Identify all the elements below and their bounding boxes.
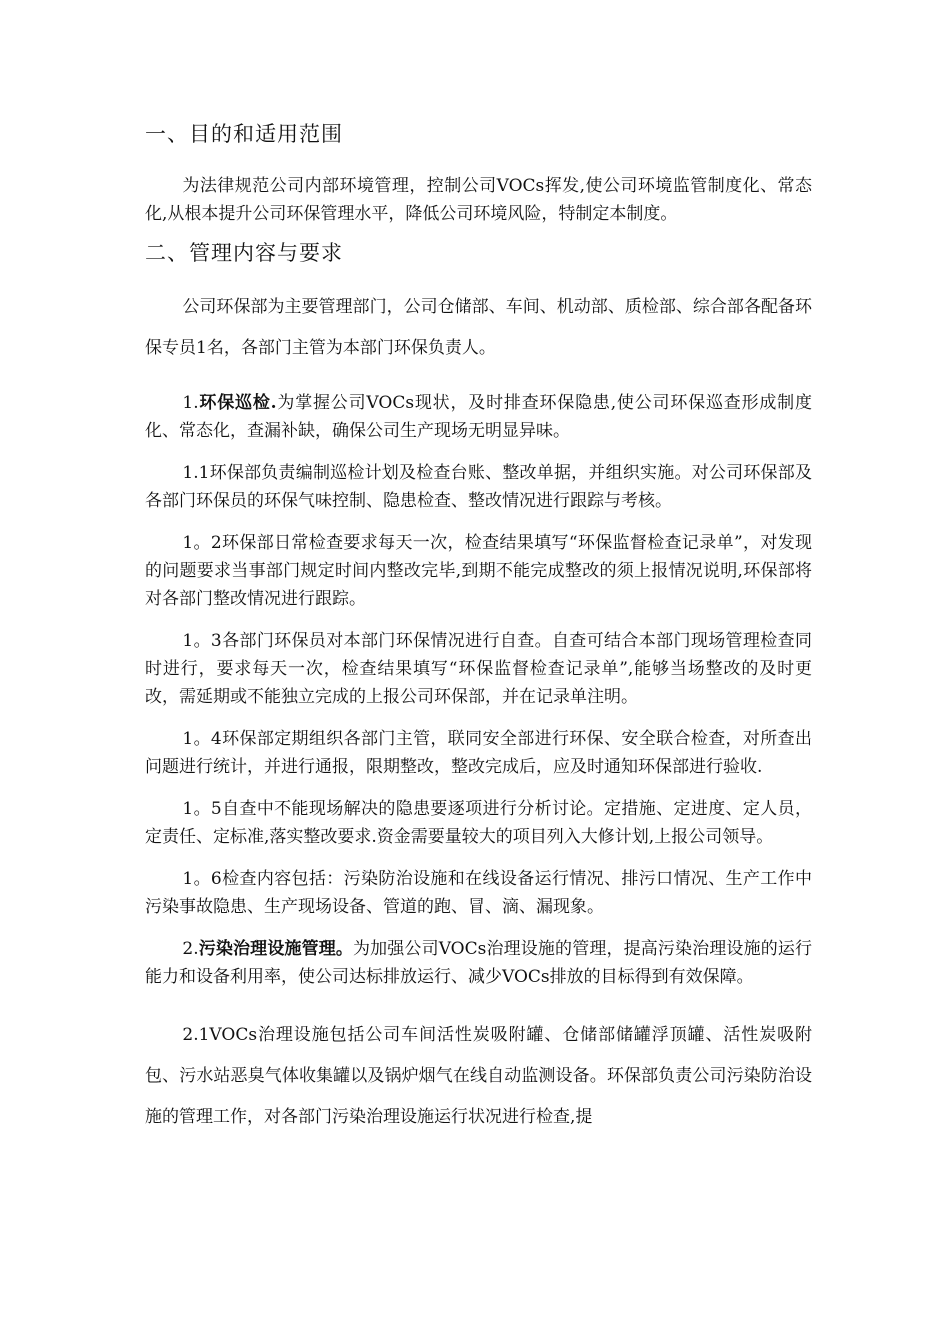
item1-3-paragraph: 1。3各部门环保员对本部门环保情况进行自查。自查可结合本部门现场管理检查同时进行，要求每天一次，检查结果填写“环保监督检查记录单”,能够当场整改的及时更改，需延期或不能独立完成的上报公司环保部，并在记录单注明。 bbox=[145, 631, 812, 707]
item2-title: 污染治理设施管理。 bbox=[198, 939, 354, 959]
item2-number: 2. bbox=[182, 939, 199, 959]
document-content bbox=[145, 118, 812, 1138]
section1-heading: 一、目的和适用范围 bbox=[145, 122, 343, 146]
item2-1-paragraph: 2.1VOCs治理设施包括公司车间活性炭吸附罐、仓储部储罐浮顶罐、活性炭吸附包、污水站恶臭气体收集罐以及锅炉烟气在线自动监测设备。环保部负责公司污染防治设施的管理工作，对各部门污染治理设施运行状况进行检查,提 bbox=[145, 1025, 812, 1127]
item1-5-paragraph: 1。5自查中不能现场解决的隐患要逐项进行分析讨论。定措施、定进度、定人员，定责任、定标准,落实整改要求.资金需要量较大的项目列入大修计划,上报公司领导。 bbox=[145, 799, 812, 847]
item1-2-paragraph: 1。2环保部日常检查要求每天一次，检查结果填写“环保监督检查记录单”，对发现的问题要求当事部门规定时间内整改完毕,到期不能完成整改的须上报情况说明,环保部将对各部门整改情况进行跟踪。 bbox=[145, 533, 812, 609]
item1-number: 1. bbox=[182, 393, 199, 413]
item1-text: 为掌握公司VOCs现状，及时排查环保隐患,使公司环保巡查形成制度化、常态化，查漏补缺，确保公司生产现场无明显异味。 bbox=[145, 393, 812, 441]
section2-intro: 公司环保部为主要管理部门，公司仓储部、车间、机动部、质检部、综合部各配备环保专员1名，各部门主管为本部门环保负责人。 bbox=[145, 297, 812, 358]
item1-6-paragraph: 1。6检查内容包括：污染防治设施和在线设备运行情况、排污口情况、生产工作中污染事故隐患、生产现场设备、管道的跑、冒、滴、漏现象。 bbox=[145, 869, 812, 917]
section1-paragraph: 为法律规范公司内部环境管理，控制公司VOCs挥发,使公司环境监管制度化、常态化,从根本提升公司环保管理水平，降低公司环境风险，特制定本制度。 bbox=[145, 176, 812, 224]
item2-paragraph bbox=[145, 935, 812, 991]
section2-heading: 二、管理内容与要求 bbox=[145, 241, 343, 265]
item1-title: 环保巡检. bbox=[198, 393, 277, 413]
item2-text: 为加强公司VOCs治理设施的管理，提高污染治理设施的运行能力和设备利用率，使公司达标排放运行、减少VOCs排放的目标得到有效保障。 bbox=[145, 939, 812, 987]
item1-4-paragraph: 1。4环保部定期组织各部门主管，联同安全部进行环保、安全联合检查，对所查出问题进行统计，并进行通报，限期整改，整改完成后，应及时通知环保部进行验收. bbox=[145, 729, 812, 777]
item1-1-paragraph: 1.1环保部负责编制巡检计划及检查台账、整改单据，并组织实施。对公司环保部及各部门环保员的环保气味控制、隐患检查、整改情况进行跟踪与考核。 bbox=[145, 463, 812, 511]
item1-paragraph bbox=[145, 389, 812, 445]
